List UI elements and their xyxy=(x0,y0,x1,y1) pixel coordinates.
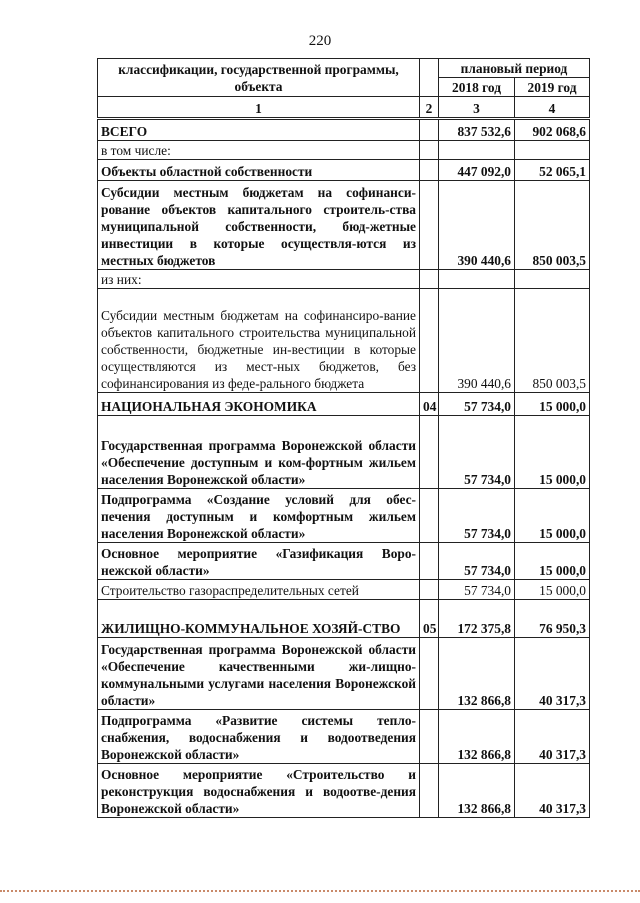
row-value-2019: 40 317,3 xyxy=(515,638,590,710)
table-row xyxy=(98,600,590,638)
page-edge-decoration xyxy=(0,890,640,892)
budget-table xyxy=(97,58,590,818)
column-number-row xyxy=(98,97,590,119)
row-name: Подпрограмма «Развитие системы тепло-снабжения, водоснабжения и водоотведения Воронежской области» xyxy=(98,710,420,764)
row-name: Субсидии местным бюджетам на софинанси-рование объектов капитального строитель-ства муниципальной собственности, бюд-жетные инвестиции в которые осуществля-ются из местных бюджетов xyxy=(98,181,420,270)
column-number: 2 xyxy=(420,97,439,119)
row-code xyxy=(420,638,439,710)
table-row xyxy=(98,710,590,764)
row-value-2019: 850 003,5 xyxy=(515,181,590,270)
table-row xyxy=(98,141,590,160)
header-row-1 xyxy=(98,59,590,78)
table-row xyxy=(98,489,590,543)
row-value-2018 xyxy=(439,141,515,160)
row-code: 05 xyxy=(420,600,439,638)
row-value-2019: 15 000,0 xyxy=(515,543,590,580)
row-value-2018: 57 734,0 xyxy=(439,543,515,580)
header-classification: классификации, государственной программы, объекта xyxy=(98,59,420,97)
budget-table-body xyxy=(98,59,590,818)
row-value-2018: 132 866,8 xyxy=(439,710,515,764)
row-value-2018 xyxy=(439,270,515,289)
row-name: Подпрограмма «Создание условий для обес-печения доступным и комфортным жильем населения Воронежской области» xyxy=(98,489,420,543)
row-code xyxy=(420,160,439,181)
row-name: Государственная программа Воронежской области «Обеспечение доступным и ком-фортным жильем населения Воронежской области» xyxy=(98,416,420,489)
row-code: 04 xyxy=(420,393,439,416)
row-name: Объекты областной собственности xyxy=(98,160,420,181)
row-code xyxy=(420,580,439,600)
row-value-2018: 132 866,8 xyxy=(439,764,515,818)
row-value-2019: 15 000,0 xyxy=(515,416,590,489)
row-value-2019: 76 950,3 xyxy=(515,600,590,638)
table-row xyxy=(98,393,590,416)
header-code xyxy=(420,59,439,97)
table-row xyxy=(98,764,590,818)
row-code xyxy=(420,489,439,543)
row-value-2018: 447 092,0 xyxy=(439,160,515,181)
row-name: в том числе: xyxy=(98,141,420,160)
row-name: Субсидии местным бюджетам на софинансиро-вание объектов капитального строительства муниципальной собственности, бюджетные ин-вестиции в которые осуществляются из мест-ных бюджетов, без софинансирования из феде-рального бюджета xyxy=(98,289,420,393)
row-code xyxy=(420,289,439,393)
page-number: 220 xyxy=(308,33,332,49)
column-number: 3 xyxy=(439,97,515,119)
row-code xyxy=(420,141,439,160)
row-value-2018: 57 734,0 xyxy=(439,580,515,600)
row-name: НАЦИОНАЛЬНАЯ ЭКОНОМИКА xyxy=(98,393,420,416)
row-code xyxy=(420,119,439,141)
row-code xyxy=(420,416,439,489)
row-code xyxy=(420,270,439,289)
row-value-2018: 172 375,8 xyxy=(439,600,515,638)
row-name: Строительство газораспределительных сетей xyxy=(98,580,420,600)
row-code xyxy=(420,543,439,580)
row-value-2019: 15 000,0 xyxy=(515,489,590,543)
header-year-2019: 2019 год xyxy=(515,78,590,97)
row-value-2019: 40 317,3 xyxy=(515,710,590,764)
row-value-2019: 850 003,5 xyxy=(515,289,590,393)
row-name: Государственная программа Воронежской области «Обеспечение качественными жи-лищно-коммунальными услугами населения Воронежской области» xyxy=(98,638,420,710)
row-code xyxy=(420,181,439,270)
row-value-2018: 57 734,0 xyxy=(439,416,515,489)
row-code xyxy=(420,710,439,764)
row-name: из них: xyxy=(98,270,420,289)
header-year-2018: 2018 год xyxy=(439,78,515,97)
row-name: Основное мероприятие «Строительство и реконструкция водоснабжения и водоотве-дения Воронежской области» xyxy=(98,764,420,818)
table-row xyxy=(98,181,590,270)
row-value-2018: 57 734,0 xyxy=(439,393,515,416)
row-value-2018: 837 532,6 xyxy=(439,119,515,141)
row-value-2018: 132 866,8 xyxy=(439,638,515,710)
row-value-2019: 902 068,6 xyxy=(515,119,590,141)
row-value-2019: 15 000,0 xyxy=(515,393,590,416)
row-value-2019: 40 317,3 xyxy=(515,764,590,818)
header-planning-period: плановый период xyxy=(439,59,590,78)
row-code xyxy=(420,764,439,818)
column-number: 4 xyxy=(515,97,590,119)
row-value-2019: 52 065,1 xyxy=(515,160,590,181)
table-row xyxy=(98,119,590,141)
table-row xyxy=(98,160,590,181)
table-row xyxy=(98,638,590,710)
column-number: 1 xyxy=(98,97,420,119)
row-name: Основное мероприятие «Газификация Воро-нежской области» xyxy=(98,543,420,580)
table-row xyxy=(98,270,590,289)
table-row xyxy=(98,289,590,393)
row-value-2018: 390 440,6 xyxy=(439,181,515,270)
row-name: ЖИЛИЩНО-КОММУНАЛЬНОЕ ХОЗЯЙ-СТВО xyxy=(98,600,420,638)
table-row xyxy=(98,416,590,489)
row-value-2018: 57 734,0 xyxy=(439,489,515,543)
row-value-2019: 15 000,0 xyxy=(515,580,590,600)
table-row xyxy=(98,580,590,600)
row-name: ВСЕГО xyxy=(98,119,420,141)
row-value-2019 xyxy=(515,270,590,289)
table-row xyxy=(98,543,590,580)
row-value-2019 xyxy=(515,141,590,160)
row-value-2018: 390 440,6 xyxy=(439,289,515,393)
